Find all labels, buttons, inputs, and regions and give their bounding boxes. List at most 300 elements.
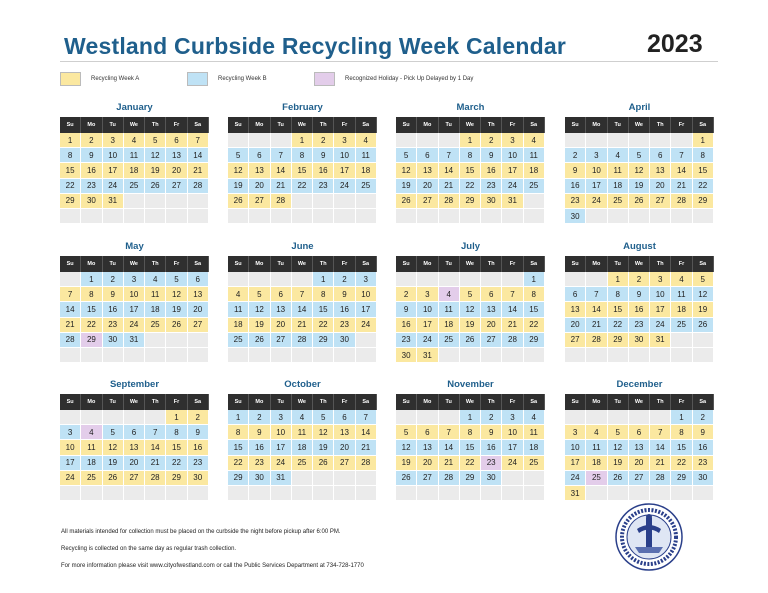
day-cell: 23 xyxy=(249,456,270,471)
note-contact: For more information please visit www.cityofwestland.com or call the Public Services Department at 734-728-1770 xyxy=(61,563,364,569)
day-cell: 8 xyxy=(228,425,249,440)
day-cell: 5 xyxy=(608,425,629,440)
weekday-header: Tu xyxy=(103,256,124,272)
month-name: July xyxy=(460,241,480,252)
day-cell: 25 xyxy=(439,333,460,348)
day-cell: 13 xyxy=(629,440,650,455)
weekday-header: Sa xyxy=(693,117,714,133)
weekday-header: Mo xyxy=(586,117,607,133)
empty-day-cell xyxy=(629,410,650,425)
weekday-header: Sa xyxy=(188,394,209,410)
day-cell: 26 xyxy=(396,471,417,486)
day-cell: 27 xyxy=(481,333,502,348)
empty-day-cell xyxy=(502,471,523,486)
empty-day-cell xyxy=(671,333,692,348)
empty-day-cell xyxy=(417,209,438,224)
day-cell: 8 xyxy=(524,287,545,302)
weekday-header: Tu xyxy=(439,117,460,133)
day-cell: 5 xyxy=(396,425,417,440)
weekday-header: Fr xyxy=(502,117,523,133)
day-cell: 8 xyxy=(81,287,102,302)
empty-day-cell xyxy=(145,486,166,501)
weekday-header: Th xyxy=(145,394,166,410)
day-cell: 4 xyxy=(586,425,607,440)
month-name: April xyxy=(628,102,651,113)
day-cell: 22 xyxy=(671,456,692,471)
day-cell: 17 xyxy=(356,302,377,317)
empty-day-cell xyxy=(334,194,355,209)
empty-day-cell xyxy=(586,272,607,287)
month-name: May xyxy=(125,241,144,252)
empty-day-cell xyxy=(356,486,377,501)
empty-day-cell xyxy=(693,333,714,348)
day-cell: 30 xyxy=(188,471,209,486)
weekday-header: Th xyxy=(145,256,166,272)
weekday-header: Mo xyxy=(249,117,270,133)
empty-day-cell xyxy=(417,272,438,287)
day-cell: 5 xyxy=(460,287,481,302)
day-cell: 14 xyxy=(292,302,313,317)
day-cell: 29 xyxy=(671,471,692,486)
weekday-header: Th xyxy=(481,117,502,133)
day-cell: 16 xyxy=(103,302,124,317)
day-cell: 24 xyxy=(334,179,355,194)
month-name: June xyxy=(291,241,314,252)
day-cell: 22 xyxy=(81,318,102,333)
day-cell: 13 xyxy=(271,302,292,317)
empty-day-cell xyxy=(629,209,650,224)
day-cell: 18 xyxy=(292,440,313,455)
day-cell: 9 xyxy=(103,287,124,302)
empty-day-cell xyxy=(356,471,377,486)
legend-label-week-b: Recycling Week B xyxy=(218,75,267,82)
weekday-header: Sa xyxy=(524,256,545,272)
weekday-header: Mo xyxy=(417,256,438,272)
day-cell: 24 xyxy=(502,456,523,471)
month-april xyxy=(565,101,714,224)
day-cell: 15 xyxy=(460,440,481,455)
day-cell: 28 xyxy=(356,456,377,471)
day-cell: 16 xyxy=(81,163,102,178)
day-cell: 10 xyxy=(103,148,124,163)
weekday-header: Mo xyxy=(81,394,102,410)
day-cell: 26 xyxy=(460,333,481,348)
day-cell: 19 xyxy=(629,179,650,194)
day-cell: 22 xyxy=(460,179,481,194)
day-cell: 17 xyxy=(502,440,523,455)
month-june xyxy=(228,240,377,363)
day-cell: 2 xyxy=(188,410,209,425)
month-name: February xyxy=(282,102,323,113)
day-cell: 19 xyxy=(313,440,334,455)
day-cell: 4 xyxy=(608,148,629,163)
day-cell: 8 xyxy=(608,287,629,302)
month-march xyxy=(396,101,545,224)
day-cell: 15 xyxy=(460,163,481,178)
empty-day-cell xyxy=(81,410,102,425)
day-cell: 10 xyxy=(565,440,586,455)
day-cell: 12 xyxy=(145,148,166,163)
day-cell: 3 xyxy=(650,272,671,287)
empty-day-cell xyxy=(166,486,187,501)
empty-day-cell xyxy=(608,209,629,224)
day-cell: 4 xyxy=(81,425,102,440)
day-cell: 4 xyxy=(439,287,460,302)
day-cell: 13 xyxy=(565,302,586,317)
day-cell: 23 xyxy=(334,318,355,333)
weekday-header: Mo xyxy=(417,117,438,133)
day-cell: 18 xyxy=(524,440,545,455)
day-cell: 4 xyxy=(228,287,249,302)
day-cell: 21 xyxy=(586,318,607,333)
day-cell: 13 xyxy=(249,163,270,178)
day-cell: 4 xyxy=(671,272,692,287)
day-cell: 10 xyxy=(356,287,377,302)
day-cell: 2 xyxy=(81,133,102,148)
month-february xyxy=(228,101,377,224)
month-grid xyxy=(228,394,377,501)
day-cell: 26 xyxy=(313,456,334,471)
day-cell: 25 xyxy=(524,179,545,194)
day-cell: 12 xyxy=(396,163,417,178)
weekday-header: We xyxy=(124,394,145,410)
day-cell: 15 xyxy=(81,302,102,317)
weekday-header: Su xyxy=(228,117,249,133)
empty-day-cell xyxy=(271,348,292,363)
day-cell: 14 xyxy=(671,163,692,178)
weekday-header: Sa xyxy=(356,117,377,133)
empty-day-cell xyxy=(417,133,438,148)
day-cell: 17 xyxy=(271,440,292,455)
month-november xyxy=(396,378,545,501)
empty-day-cell xyxy=(586,209,607,224)
day-cell: 11 xyxy=(439,302,460,317)
day-cell: 2 xyxy=(334,272,355,287)
weekday-header: Th xyxy=(481,394,502,410)
day-cell: 19 xyxy=(145,163,166,178)
empty-day-cell xyxy=(565,272,586,287)
day-cell: 28 xyxy=(502,333,523,348)
day-cell: 7 xyxy=(671,148,692,163)
empty-day-cell xyxy=(81,486,102,501)
empty-day-cell xyxy=(103,348,124,363)
weekday-header: We xyxy=(629,256,650,272)
day-cell: 17 xyxy=(60,456,81,471)
empty-day-cell xyxy=(650,410,671,425)
day-cell: 16 xyxy=(188,440,209,455)
empty-day-cell xyxy=(60,348,81,363)
empty-day-cell xyxy=(228,272,249,287)
day-cell: 20 xyxy=(166,163,187,178)
weekday-header: Sa xyxy=(356,394,377,410)
day-cell: 28 xyxy=(439,194,460,209)
day-cell: 15 xyxy=(524,302,545,317)
empty-day-cell xyxy=(166,194,187,209)
day-cell: 11 xyxy=(671,287,692,302)
weekday-header: Tu xyxy=(271,394,292,410)
empty-day-cell xyxy=(524,486,545,501)
empty-day-cell xyxy=(524,348,545,363)
empty-day-cell xyxy=(60,486,81,501)
day-cell: 18 xyxy=(608,179,629,194)
day-cell: 9 xyxy=(629,287,650,302)
day-cell: 5 xyxy=(249,287,270,302)
day-cell: 29 xyxy=(228,471,249,486)
day-cell: 10 xyxy=(502,148,523,163)
day-cell: 31 xyxy=(565,486,586,501)
day-cell: 12 xyxy=(228,163,249,178)
day-cell: 22 xyxy=(693,179,714,194)
legend-label-week-a: Recycling Week A xyxy=(91,75,140,82)
weekday-header: Th xyxy=(650,256,671,272)
day-cell: 7 xyxy=(439,148,460,163)
day-cell: 10 xyxy=(334,148,355,163)
day-cell: 6 xyxy=(481,287,502,302)
day-cell: 15 xyxy=(693,163,714,178)
empty-day-cell xyxy=(481,272,502,287)
day-cell: 29 xyxy=(608,333,629,348)
empty-day-cell xyxy=(481,209,502,224)
month-grid xyxy=(565,394,714,501)
empty-day-cell xyxy=(228,209,249,224)
empty-day-cell xyxy=(166,333,187,348)
empty-day-cell xyxy=(188,348,209,363)
day-cell: 24 xyxy=(124,318,145,333)
day-cell: 4 xyxy=(524,410,545,425)
day-cell: 23 xyxy=(565,194,586,209)
weekday-header: Th xyxy=(650,117,671,133)
day-cell: 22 xyxy=(228,456,249,471)
empty-day-cell xyxy=(124,410,145,425)
weekday-header: Su xyxy=(396,394,417,410)
day-cell: 19 xyxy=(460,318,481,333)
weekday-header: Fr xyxy=(671,256,692,272)
day-cell: 11 xyxy=(524,425,545,440)
day-cell: 2 xyxy=(103,272,124,287)
empty-day-cell xyxy=(103,209,124,224)
day-cell: 28 xyxy=(650,471,671,486)
day-cell: 28 xyxy=(60,333,81,348)
day-cell: 9 xyxy=(565,163,586,178)
day-cell: 11 xyxy=(608,163,629,178)
day-cell: 30 xyxy=(629,333,650,348)
day-cell: 29 xyxy=(693,194,714,209)
day-cell: 16 xyxy=(334,302,355,317)
day-cell: 7 xyxy=(586,287,607,302)
empty-day-cell xyxy=(228,486,249,501)
empty-day-cell xyxy=(524,471,545,486)
weekday-header: Tu xyxy=(439,256,460,272)
weekday-header: Fr xyxy=(671,117,692,133)
day-cell: 8 xyxy=(60,148,81,163)
empty-day-cell xyxy=(188,333,209,348)
day-cell: 1 xyxy=(81,272,102,287)
day-cell: 9 xyxy=(313,148,334,163)
day-cell: 29 xyxy=(166,471,187,486)
empty-day-cell xyxy=(502,348,523,363)
legend-item-week-a xyxy=(60,71,139,86)
day-cell: 11 xyxy=(124,148,145,163)
empty-day-cell xyxy=(524,194,545,209)
day-cell: 29 xyxy=(313,333,334,348)
day-cell: 5 xyxy=(145,133,166,148)
day-cell: 21 xyxy=(356,440,377,455)
day-cell: 2 xyxy=(396,287,417,302)
day-cell: 21 xyxy=(439,179,460,194)
weekday-header: Su xyxy=(396,256,417,272)
day-cell: 14 xyxy=(502,302,523,317)
empty-day-cell xyxy=(396,486,417,501)
day-cell: 22 xyxy=(166,456,187,471)
day-cell: 4 xyxy=(524,133,545,148)
day-cell: 14 xyxy=(188,148,209,163)
empty-day-cell xyxy=(439,486,460,501)
day-cell: 4 xyxy=(124,133,145,148)
empty-day-cell xyxy=(650,486,671,501)
weekday-header: Sa xyxy=(524,117,545,133)
day-cell: 27 xyxy=(565,333,586,348)
weekday-header: Fr xyxy=(334,256,355,272)
empty-day-cell xyxy=(124,194,145,209)
day-cell: 31 xyxy=(502,194,523,209)
day-cell: 9 xyxy=(693,425,714,440)
day-cell: 27 xyxy=(166,179,187,194)
day-cell: 5 xyxy=(103,425,124,440)
day-cell: 28 xyxy=(439,471,460,486)
day-cell: 11 xyxy=(524,148,545,163)
day-cell: 12 xyxy=(313,425,334,440)
day-cell: 3 xyxy=(271,410,292,425)
day-cell: 15 xyxy=(60,163,81,178)
day-cell: 18 xyxy=(356,163,377,178)
day-cell: 11 xyxy=(81,440,102,455)
day-cell: 5 xyxy=(693,272,714,287)
weekday-header: We xyxy=(292,394,313,410)
day-cell: 1 xyxy=(460,410,481,425)
legend-label-holiday: Recognized Holiday - Pick Up Delayed by 1 Day xyxy=(345,75,474,82)
empty-day-cell xyxy=(650,348,671,363)
day-cell: 26 xyxy=(103,471,124,486)
note-curbside: All materials intended for collection must be placed on the curbside the night before pickup after 6:00 PM. xyxy=(61,529,341,535)
day-cell: 3 xyxy=(417,287,438,302)
day-cell: 13 xyxy=(417,440,438,455)
month-september xyxy=(60,378,209,501)
month-august xyxy=(565,240,714,363)
month-grid xyxy=(396,256,545,363)
day-cell: 1 xyxy=(166,410,187,425)
day-cell: 31 xyxy=(417,348,438,363)
weekday-header: Mo xyxy=(81,256,102,272)
day-cell: 25 xyxy=(608,194,629,209)
empty-day-cell xyxy=(650,133,671,148)
day-cell: 20 xyxy=(565,318,586,333)
day-cell: 14 xyxy=(145,440,166,455)
empty-day-cell xyxy=(271,272,292,287)
day-cell: 7 xyxy=(502,287,523,302)
day-cell: 6 xyxy=(271,287,292,302)
empty-day-cell xyxy=(124,209,145,224)
day-cell: 24 xyxy=(586,194,607,209)
empty-day-cell xyxy=(292,471,313,486)
day-cell: 20 xyxy=(124,456,145,471)
day-cell: 6 xyxy=(334,410,355,425)
day-cell: 17 xyxy=(417,318,438,333)
day-cell: 28 xyxy=(292,333,313,348)
day-cell: 18 xyxy=(671,302,692,317)
empty-day-cell xyxy=(292,486,313,501)
month-grid xyxy=(60,394,209,501)
day-cell: 20 xyxy=(271,318,292,333)
month-grid xyxy=(396,117,545,224)
day-cell: 20 xyxy=(481,318,502,333)
weekday-header: We xyxy=(460,256,481,272)
month-grid xyxy=(228,117,377,224)
day-cell: 24 xyxy=(417,333,438,348)
day-cell: 16 xyxy=(629,302,650,317)
day-cell: 6 xyxy=(417,425,438,440)
day-cell: 5 xyxy=(166,272,187,287)
month-grid xyxy=(60,117,209,224)
empty-day-cell xyxy=(565,133,586,148)
empty-day-cell xyxy=(271,209,292,224)
empty-day-cell xyxy=(124,486,145,501)
weekday-header: Sa xyxy=(693,394,714,410)
empty-day-cell xyxy=(565,410,586,425)
legend-item-holiday xyxy=(314,71,473,86)
empty-day-cell xyxy=(124,348,145,363)
empty-day-cell xyxy=(356,194,377,209)
empty-day-cell xyxy=(334,209,355,224)
empty-day-cell xyxy=(81,209,102,224)
day-cell: 2 xyxy=(481,133,502,148)
weekday-header: Mo xyxy=(249,394,270,410)
day-cell: 24 xyxy=(103,179,124,194)
month-name: August xyxy=(623,241,656,252)
day-cell: 18 xyxy=(524,163,545,178)
day-cell: 1 xyxy=(60,133,81,148)
month-grid xyxy=(396,394,545,501)
empty-day-cell xyxy=(396,410,417,425)
weekday-header: Su xyxy=(228,394,249,410)
weekday-header: Su xyxy=(60,117,81,133)
day-cell: 30 xyxy=(81,194,102,209)
empty-day-cell xyxy=(356,209,377,224)
day-cell: 25 xyxy=(671,318,692,333)
empty-day-cell xyxy=(271,486,292,501)
day-cell: 8 xyxy=(313,287,334,302)
day-cell: 27 xyxy=(417,471,438,486)
day-cell: 17 xyxy=(124,302,145,317)
day-cell: 25 xyxy=(81,471,102,486)
empty-day-cell xyxy=(629,348,650,363)
weekday-header: We xyxy=(124,117,145,133)
day-cell: 20 xyxy=(629,456,650,471)
empty-day-cell xyxy=(629,133,650,148)
empty-day-cell xyxy=(524,209,545,224)
day-cell: 11 xyxy=(145,287,166,302)
empty-day-cell xyxy=(334,486,355,501)
day-cell: 28 xyxy=(671,194,692,209)
empty-day-cell xyxy=(693,348,714,363)
day-cell: 19 xyxy=(693,302,714,317)
day-cell: 3 xyxy=(502,133,523,148)
day-cell: 30 xyxy=(103,333,124,348)
day-cell: 3 xyxy=(586,148,607,163)
day-cell: 3 xyxy=(124,272,145,287)
day-cell: 12 xyxy=(460,302,481,317)
empty-day-cell xyxy=(271,133,292,148)
day-cell: 19 xyxy=(396,179,417,194)
